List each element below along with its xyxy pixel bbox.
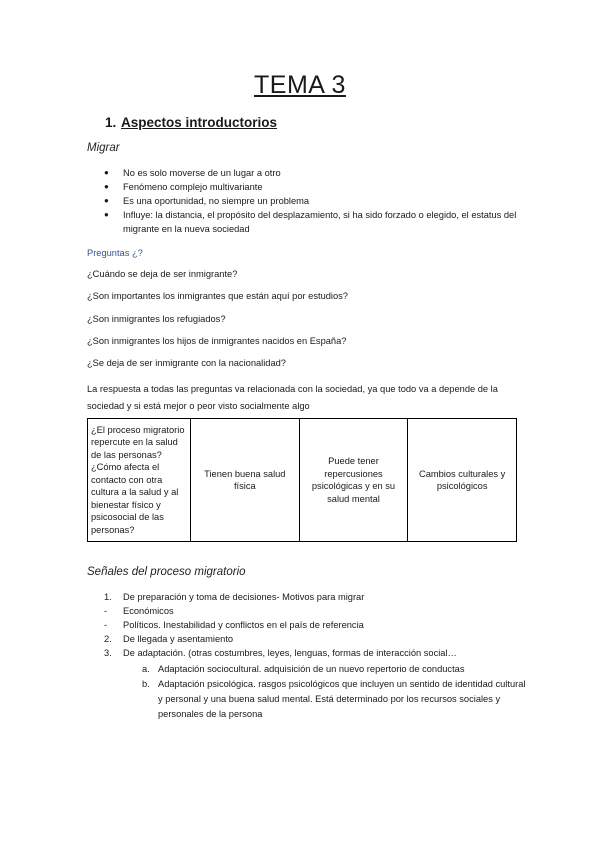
bullet-icon: ● xyxy=(104,196,109,205)
senales-list xyxy=(104,590,524,660)
list-marker: b. xyxy=(142,679,150,689)
list-marker: - xyxy=(104,620,108,630)
list-text: De preparación y toma de decisiones- Motivos para migrar xyxy=(123,592,365,602)
info-table xyxy=(87,418,517,542)
question-item: ¿Cuándo se deja de ser inmigrante? xyxy=(87,269,238,279)
bullet-text: Es una oportunidad, no siempre un problema xyxy=(123,196,310,206)
list-marker: 3. xyxy=(104,648,112,658)
list-text: Económicos xyxy=(123,606,174,616)
bullet-icon: ● xyxy=(104,182,109,191)
list-item xyxy=(104,590,524,604)
list-text: Adaptación sociocultural. adquisición de un nuevo repertorio de conductas xyxy=(158,664,465,674)
section-title: Aspectos introductorios xyxy=(121,115,278,130)
list-item xyxy=(104,632,524,646)
list-item xyxy=(104,180,524,194)
list-item xyxy=(104,194,524,208)
answer-paragraph: La respuesta a todas las preguntas va relacionada con la sociedad, ya que todo va a depende de la sociedad y si está mejor o peor visto socialmente algo xyxy=(87,384,498,411)
page-title: TEMA 3 xyxy=(254,71,346,99)
question-item: ¿Son inmigrantes los refugiados? xyxy=(87,314,226,324)
list-marker: 1. xyxy=(104,592,112,602)
question-item: ¿Son inmigrantes los hijos de inmigrantes nacidos en España? xyxy=(87,336,347,346)
table-row xyxy=(88,419,517,542)
list-item xyxy=(104,166,524,180)
list-marker: - xyxy=(104,606,108,616)
list-marker: a. xyxy=(142,664,150,674)
list-text: Adaptación psicológica. rasgos psicológicos que incluyen un sentido de identidad cultural y personal y una buena salud mental. Está determinado por los recursos sociales y personales de la persona xyxy=(158,679,526,719)
preguntas-heading: Preguntas ¿? xyxy=(87,248,143,258)
list-item xyxy=(104,646,524,660)
migrar-bullet-list xyxy=(104,166,524,236)
list-item xyxy=(142,662,527,677)
bullet-text: Fenómeno complejo multivariante xyxy=(123,182,263,192)
bullet-text: No es solo moverse de un lugar a otro xyxy=(123,168,281,178)
list-item xyxy=(104,618,524,632)
question-item: ¿Son importantes los inmigrantes que están aquí por estudios? xyxy=(87,291,348,301)
bullet-text: Influye: la distancia, el propósito del desplazamiento, si ha sido forzado o elegido, el estatus del migrante en la nueva sociedad xyxy=(123,210,517,234)
table-cell: ¿El proceso migratorio repercute en la salud de las personas? ¿Cómo afecta el contacto con otra cultura a la salud y al bienestar físico y psicosocial de las personas? xyxy=(88,419,191,542)
list-text: De adaptación. (otras costumbres, leyes, lenguas, formas de interacción social… xyxy=(123,648,457,658)
question-item: ¿Se deja de ser inmigrante con la nacionalidad? xyxy=(87,358,286,368)
senales-heading: Señales del proceso migratorio xyxy=(87,566,246,578)
list-text: De llegada y asentamiento xyxy=(123,634,234,644)
table-cell: Puede tener repercusiones psicológicas y en su salud mental xyxy=(299,419,408,542)
section-number: 1. xyxy=(105,115,117,130)
table-cell: Tienen buena salud física xyxy=(191,419,300,542)
bullet-icon: ● xyxy=(104,210,109,219)
list-marker: 2. xyxy=(104,634,112,644)
table-cell: Cambios culturales y psicológicos xyxy=(408,419,517,542)
list-item xyxy=(104,208,524,236)
list-item xyxy=(104,604,524,618)
list-item xyxy=(142,677,527,722)
migrar-heading: Migrar xyxy=(87,142,120,154)
adaptacion-sublist xyxy=(142,662,527,722)
section-heading xyxy=(105,115,277,130)
list-text: Políticos. Inestabilidad y conflictos en el país de referencia xyxy=(123,620,364,630)
bullet-icon: ● xyxy=(104,168,109,177)
